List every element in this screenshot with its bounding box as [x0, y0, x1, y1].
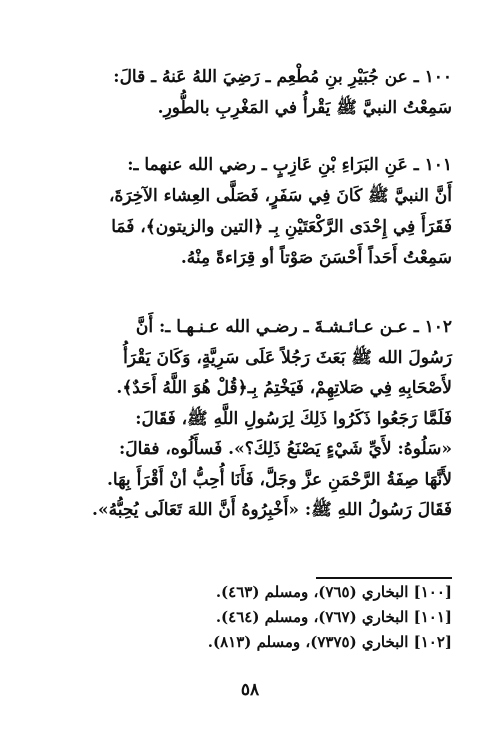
hadith-102	[88, 312, 452, 526]
hadith-line: أَنَّ النبيَّ ﷺ كَانَ فِي سَفَرٍ، فَصَلَّى العِشاء الآخِرَةَ،	[109, 186, 452, 206]
hadith-line: فَلَمَّا رَجَعُوا ذَكَرُوا ذَلِكَ لِرَسُولِ اللَّهِ ﷺ، فَقَالَ:	[135, 408, 452, 429]
hadith-line: فَقَرَأَ فِي إِحْدَى الرَّكْعَتَيْنِ بِـ ﴿التين والزيتون﴾، فَمَا	[111, 217, 452, 237]
hadith-line: ١٠٢ ـ عـن عـائـشـةَ ـ رضـي الله عـنـهـا ـ: أَنَّ	[135, 317, 452, 337]
hadith-line: سَمِعْتُ النبيَّ ﷺ يَقْرأُ في المَغْرِبِ بالطُّورِ.	[157, 98, 452, 118]
footnote-100: [١٠٠] البخاري (٧٦٥)، ومسلم (٤٦٣).	[215, 583, 452, 601]
footnote-divider	[316, 577, 452, 579]
hadith-line: «سَلُوهُ: لأَيِّ شَيْءٍ يَصْنَعُ ذَلِكَ؟». فَسأَلُوه، فقالَ:	[118, 439, 452, 459]
hadith-100	[88, 62, 452, 124]
hadith-line: ١٠١ ـ عَنِ البَرَاءِ بْنِ عَازِبٍ ـ رضي الله عنهما ـ:	[127, 155, 452, 175]
footnote-101: [١٠١] البخاري (٧٦٧)، ومسلم (٤٦٤).	[215, 608, 452, 626]
hadith-line: رَسُولَ الله ﷺ بَعَثَ رَجُلاً عَلَى سَرِيَّةٍ، وَكَانَ يَقْرَأُ	[123, 347, 452, 368]
hadith-line: لأَنَّهَا صِفَةُ الرَّحْمَنِ عزَّ وجَلَّ، فَأَنَا أُحِبُّ أنْ أَقْرَأَ بِهَا.	[107, 469, 452, 490]
footnotes	[140, 580, 452, 655]
hadith-line: لأَصْحَابِهِ فِي صَلاتِهِمْ، فَيَخْتِمُ بِـ﴿قُلْ هُوَ اللَّهُ أَحَدٌ﴾.	[116, 378, 452, 398]
hadith-line: سَمِعْتُ أَحَداً أَحْسَنَ صَوْتاً أو قِرَاءةً مِنْهُ.	[180, 248, 452, 268]
hadith-line: ١٠٠ ـ عن جُبَيْرِ بنِ مُطْعِم ـ رَضِيَ اللهُ عَنهُ ـ قالَ:	[113, 67, 452, 87]
page-number: ٥٨	[240, 680, 260, 700]
hadith-101	[88, 150, 452, 274]
footnote-102: [١٠٢] البخاري (٧٣٧٥)، ومسلم (٨١٣).	[207, 633, 452, 651]
hadith-line: فَقَالَ رَسُولُ اللهِ ﷺ: «أَخْبِرُوهُ أَنَّ اللهَ تَعَالَى يُحِبُّهُ».	[92, 500, 452, 520]
